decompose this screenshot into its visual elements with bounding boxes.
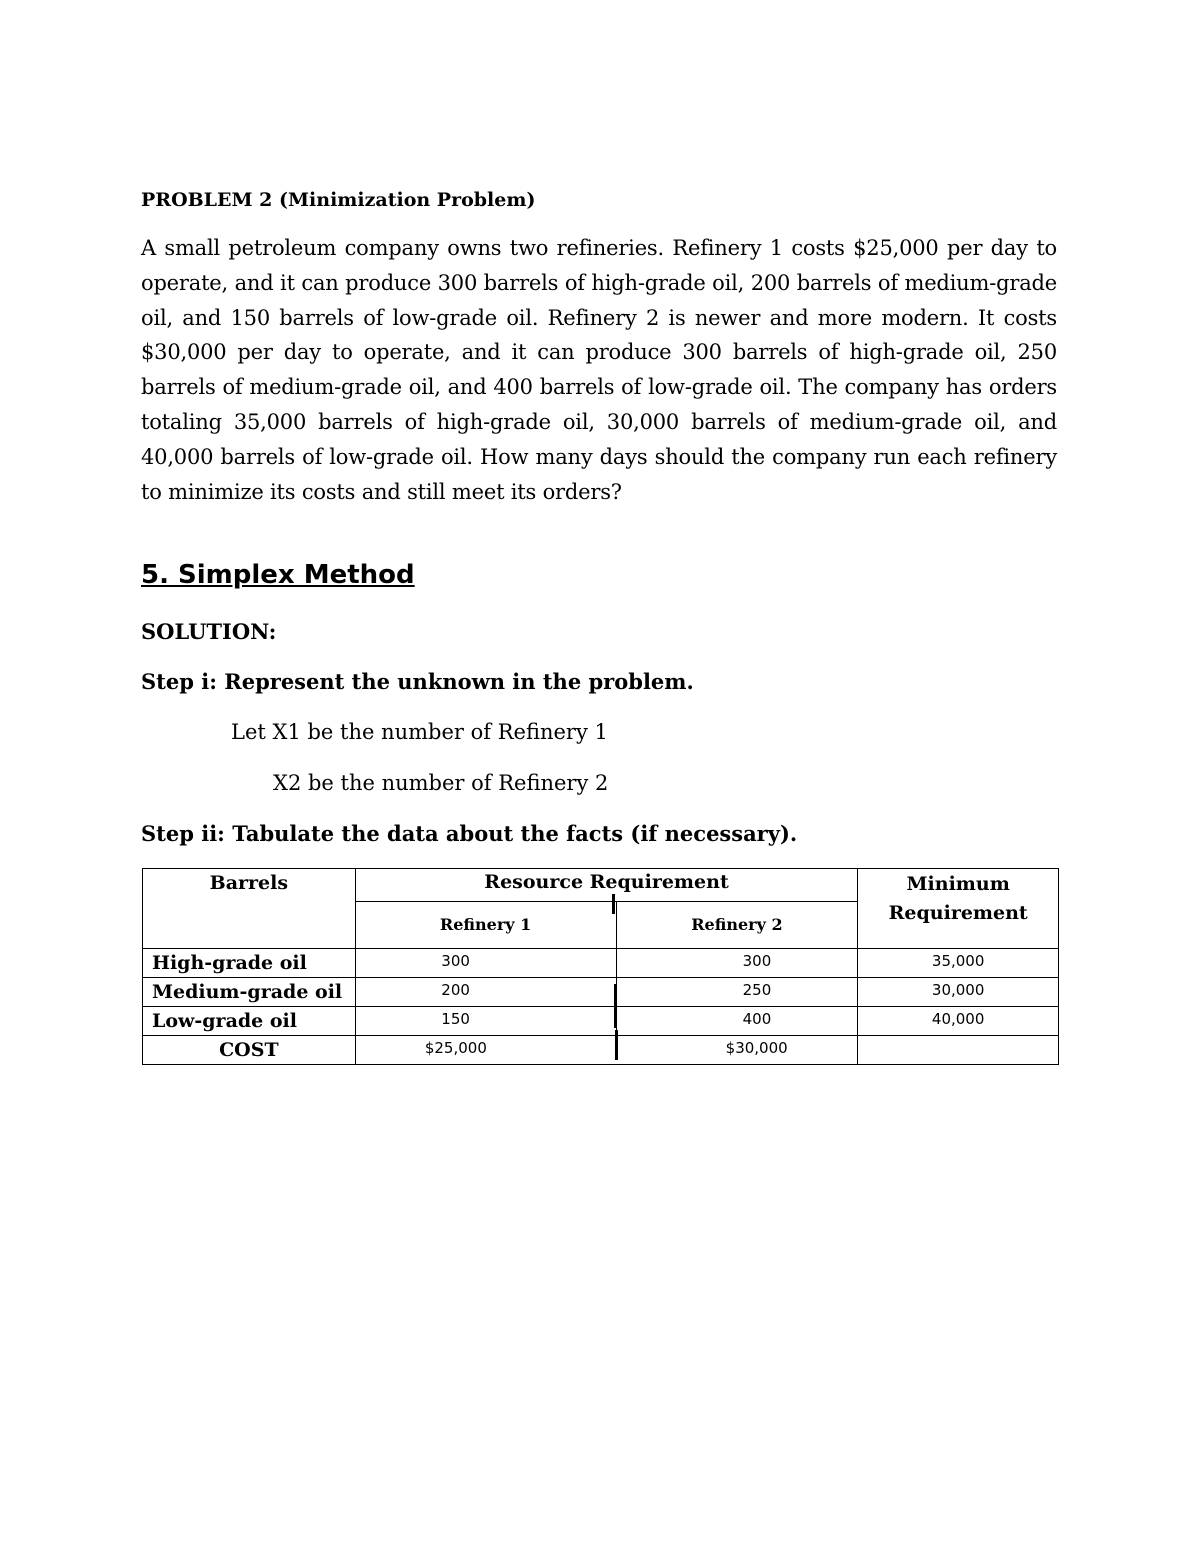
table-header-row	[143, 869, 1059, 902]
table-cost-row	[143, 1036, 1059, 1065]
variable-definition-x1: Let X1 be the number of Refinery 1	[231, 720, 608, 744]
cell-minimum: 35,000	[858, 949, 1059, 978]
table-divider-mark	[615, 1030, 618, 1060]
header-barrels: Barrels	[143, 869, 356, 949]
table-divider-mark	[614, 984, 617, 1028]
row-label: High-grade oil	[143, 949, 356, 978]
problem-title: PROBLEM 2 (Minimization Problem)	[141, 189, 536, 211]
table-row	[143, 978, 1059, 1007]
row-label: Medium-grade oil	[143, 978, 356, 1007]
data-table	[142, 868, 1059, 1065]
table-divider-mark	[612, 894, 615, 914]
solution-label: SOLUTION:	[141, 619, 277, 644]
header-refinery-1: Refinery 1	[355, 901, 616, 948]
cost-minimum	[858, 1036, 1059, 1065]
cell-refinery-1: 200	[355, 978, 616, 1007]
cell-minimum: 30,000	[858, 978, 1059, 1007]
table-row	[143, 949, 1059, 978]
step-1-heading: Step i: Represent the unknown in the problem.	[141, 669, 694, 694]
cell-refinery-1: 300	[355, 949, 616, 978]
cell-refinery-2: 400	[616, 1007, 858, 1036]
header-minimum-requirement: Minimum Requirement	[858, 869, 1059, 949]
variable-definition-x2: X2 be the number of Refinery 2	[273, 771, 609, 795]
cell-refinery-1: 150	[355, 1007, 616, 1036]
cell-minimum: 40,000	[858, 1007, 1059, 1036]
cost-label: COST	[143, 1036, 356, 1065]
header-refinery-2: Refinery 2	[616, 901, 858, 948]
cost-refinery-2: $30,000	[616, 1036, 858, 1065]
cost-refinery-1: $25,000	[355, 1036, 616, 1065]
problem-statement: A small petroleum company owns two refineries. Refinery 1 costs $25,000 per day to operate, and it can produce 300 barrels of high-grade oil, 200 barrels of medium-grade oil, and 150 barrels of low-grade oil. Refinery 2 is newer and more modern. It costs $30,000 per day to operate, and it can produce 300 barrels of high-grade oil, 250 barrels of medium-grade oil, and 400 barrels of low-grade oil. The company has orders totaling 35,000 barrels of high-grade oil, 30,000 barrels of medium-grade oil, and 40,000 barrels of low-grade oil. How many days should the company run each refinery to minimize its costs and still meet its orders?	[141, 236, 1057, 504]
table-row	[143, 1007, 1059, 1036]
header-resource-requirement: Resource Requirement	[355, 869, 858, 902]
section-heading: 5. Simplex Method	[141, 560, 415, 590]
cell-refinery-2: 250	[616, 978, 858, 1007]
step-2-heading: Step ii: Tabulate the data about the facts (if necessary).	[141, 821, 798, 846]
cell-refinery-2: 300	[616, 949, 858, 978]
row-label: Low-grade oil	[143, 1007, 356, 1036]
